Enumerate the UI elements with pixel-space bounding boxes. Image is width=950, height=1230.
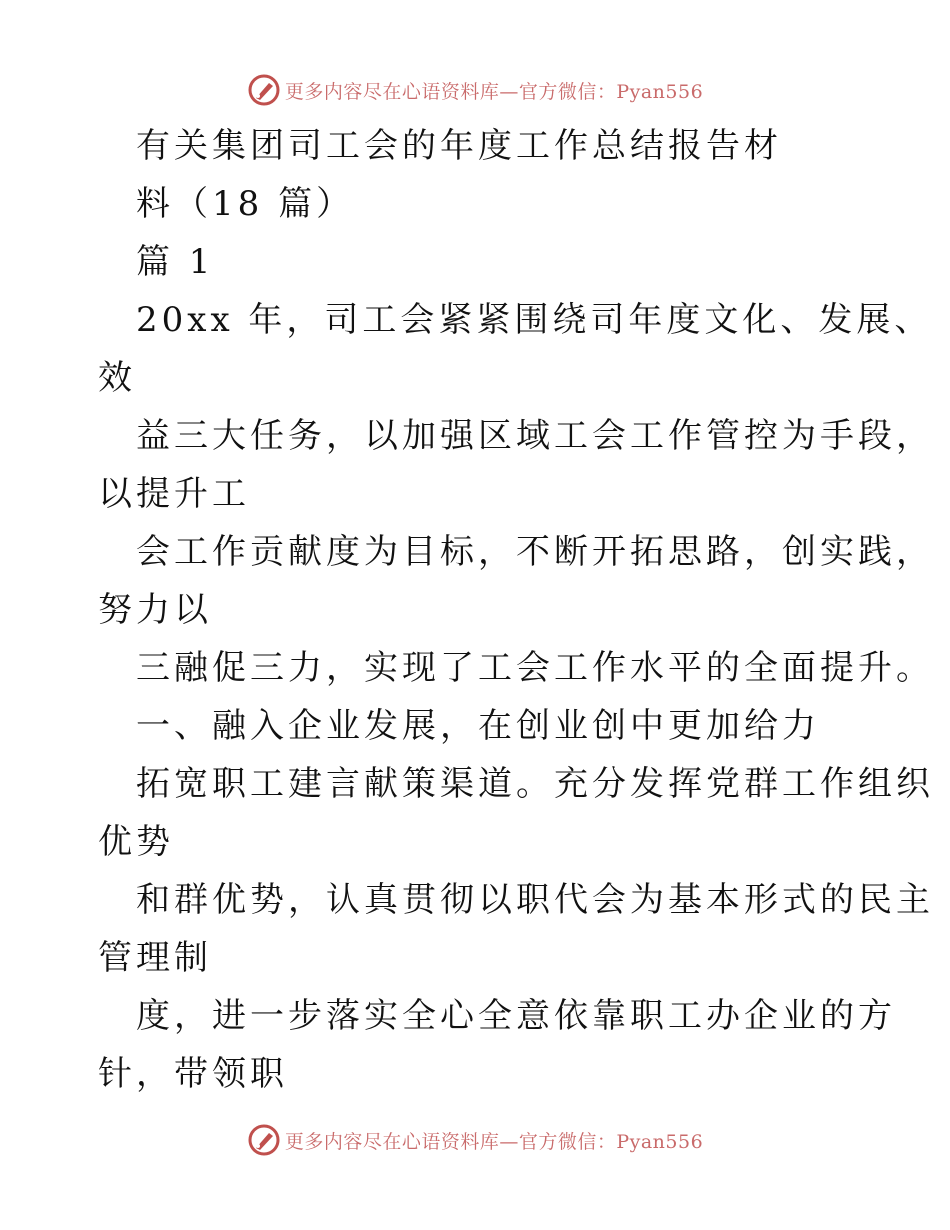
document-body (98, 117, 934, 1103)
text-line: 三融促三力，实现了工会工作水平的全面提升。 (136, 648, 934, 688)
text-line: 和群优势，认真贯彻以职代会为基本形式的民主 (136, 880, 934, 920)
text-line: 努力以 (98, 590, 212, 630)
text-line: 有关集团司工会的年度工作总结报告材 (136, 126, 782, 166)
text-line: 度，进一步落实全心全意依靠职工办企业的方 (136, 996, 896, 1036)
watermark-text: 更多内容尽在心语资料库—官方微信：Pyan556 (284, 1130, 704, 1153)
text-line: 益三大任务，以加强区域工会工作管控为手段， (136, 416, 934, 456)
text-line: 针，带领职 (98, 1054, 288, 1094)
text-line: 一、融入企业发展，在创业创中更加给力 (136, 706, 820, 746)
pen-seal-icon (247, 73, 281, 107)
text-line: 以提升工 (98, 474, 250, 514)
text-line: 篇 1 (136, 242, 215, 282)
text-line: 会工作贡献度为目标，不断开拓思路，创实践， (136, 532, 934, 572)
text-line: 料（18 篇） (136, 184, 355, 224)
watermark-text: 更多内容尽在心语资料库—官方微信：Pyan556 (284, 80, 704, 103)
text-line: 效 (98, 358, 136, 398)
text-line: 拓宽职工建言献策渠道。充分发挥党群工作组织 (136, 764, 934, 804)
text-line: 管理制 (98, 938, 212, 978)
footer-watermark-banner (0, 1120, 950, 1160)
pen-seal-icon (247, 1123, 281, 1157)
text-line: 优势 (98, 822, 174, 862)
header-watermark-banner (0, 70, 950, 110)
text-line: 20xx 年，司工会紧紧围绕司年度文化、发展、 (136, 300, 933, 340)
